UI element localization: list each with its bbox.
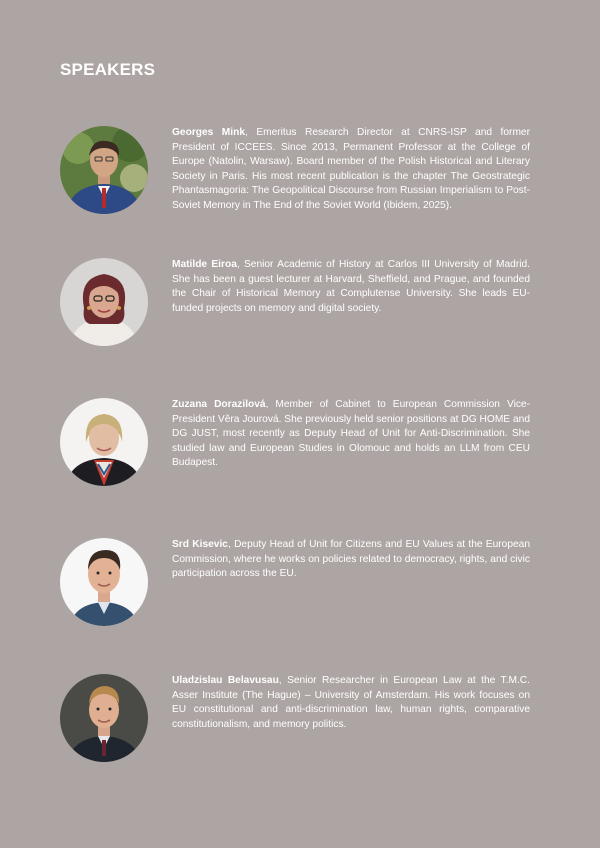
- speaker-bio: [172, 538, 530, 582]
- speaker-name: Uladzislau Belavusau: [172, 675, 279, 686]
- speaker-description: , Emeritus Research Director at CNRS-ISP and former President of ICCEES. Since 2013, Permanent Professor at the College of Europe (Natolin, Warsaw). Board member of the Polish Historical and Literary Society in Paris. His most recent publication is the chapter The Geostrategic Phantasmagoria: The Geopolitical Discourse from Russian Imperialism to Post-Soviet Memory in The End of the Soviet World (Ibidem, 2025).: [172, 127, 530, 211]
- speaker-photo-srd-kisevic: [60, 538, 148, 626]
- speaker-photo-uladzislau-belavusau: [60, 674, 148, 762]
- speaker-bio: [172, 398, 530, 471]
- speaker-name: Matilde Eiroa: [172, 259, 237, 270]
- speaker-description: , Senior Researcher in European Law at the T.M.C. Asser Institute (The Hague) – University of Amsterdam. His work focuses on EU constitutional and anti-discrimination law, human rights, comparative constitutionalism, and memory politics.: [172, 675, 530, 730]
- speaker-photo-georges-mink: [60, 126, 148, 214]
- speaker-name: Zuzana Dorazilová: [172, 399, 266, 410]
- speaker-name: Srd Kisevic: [172, 539, 228, 550]
- speaker-bio: [172, 258, 530, 316]
- speaker-bio: [172, 126, 530, 214]
- speaker-description: , Deputy Head of Unit for Citizens and EU Values at the European Commission, where he works on policies related to democracy, rights, and civic participation across the EU.: [172, 539, 530, 580]
- speaker-photo-matilde-eiroa: [60, 258, 148, 346]
- page-title: SPEAKERS: [60, 60, 156, 79]
- speaker-description: , Senior Academic of History at Carlos III University of Madrid. She has been a guest lecturer at Harvard, Sheffield, and Prague, and founded the Chair of Historical Memory at Complutense University. She leads EU-funded projects on memory and digital society.: [172, 259, 531, 314]
- speaker-name: Georges Mink: [172, 127, 246, 138]
- speaker-bio: [172, 674, 530, 732]
- speaker-photo-zuzana-dorazilova: [60, 398, 148, 486]
- speaker-description: , Member of Cabinet to European Commission Vice-President Věra Jourová. She previously held senior positions at DG HOME and DG JUST, most recently as Deputy Head of Unit for Anti-Discrimination. She studied law and European Studies in Olomouc and holds an LLM from CEU Budapest.: [172, 399, 530, 469]
